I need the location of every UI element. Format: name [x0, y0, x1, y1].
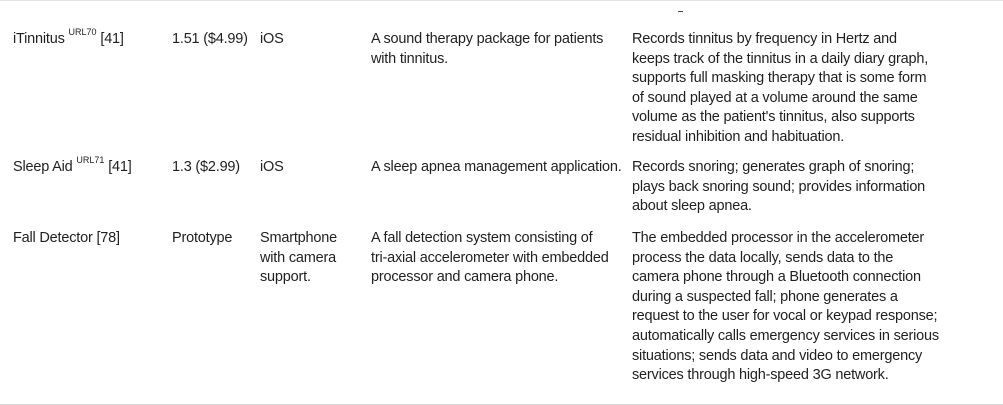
platform-line: with camera: [260, 249, 336, 266]
features-line: Records tinnitus by frequency in Hertz and: [632, 31, 897, 47]
features-cell: [632, 158, 925, 217]
platform-line: support.: [260, 269, 311, 286]
platform-line: iOS: [260, 159, 284, 175]
platform-cell: [260, 158, 284, 178]
app-name: Sleep Aid: [13, 159, 73, 175]
version-cell: Prototype: [172, 230, 233, 246]
url-reference: URL70: [68, 27, 97, 38]
features-line: automatically calls emergency services in serious: [632, 327, 939, 344]
features-cell: [632, 30, 928, 148]
citation: [41]: [108, 159, 132, 175]
app-name-cell: [13, 155, 132, 178]
features-line: keeps track of the tinnitus in a daily diary graph,: [632, 50, 929, 67]
platform-cell: [260, 30, 284, 50]
citation: [78]: [96, 230, 120, 246]
description-line: A sleep apnea management application.: [371, 159, 622, 175]
app-name-cell: [13, 229, 120, 249]
features-line: of sound played at a volume around the same: [632, 89, 918, 106]
version-cell: 1.51 ($4.99): [172, 31, 248, 47]
features-line: volume as the patient's tinnitus, also supports: [632, 109, 915, 126]
stray-mark: [678, 11, 683, 12]
features-line: plays back snoring sound; provides information: [632, 178, 926, 195]
features-line: services through high-speed 3G network.: [632, 367, 889, 384]
features-line: request to the user for vocal or keypad response;: [632, 308, 938, 325]
description-line: with tinnitus.: [371, 50, 448, 67]
features-line: about sleep apnea.: [632, 198, 752, 215]
platform-line: Smartphone: [260, 230, 337, 246]
features-line: Records snoring; generates graph of snoring;: [632, 159, 915, 175]
description-line: tri-axial accelerometer with embedded: [371, 249, 609, 266]
app-name: Fall Detector: [13, 230, 93, 246]
description-cell: [371, 158, 622, 178]
description-line: A sound therapy package for patients: [371, 31, 604, 47]
features-cell: [632, 229, 939, 386]
description-line: processor and camera phone.: [371, 269, 559, 286]
features-line: camera phone through a Bluetooth connection: [632, 269, 921, 286]
features-line: supports full masking therapy that is some form: [632, 70, 927, 87]
description-line: A fall detection system consisting of: [371, 230, 593, 246]
app-name-cell: [13, 27, 124, 50]
platform-line: iOS: [260, 31, 284, 47]
version-cell: 1.3 ($2.99): [172, 159, 240, 175]
features-line: The embedded processor in the accelerometer: [632, 230, 925, 246]
url-reference: URL71: [76, 155, 105, 166]
app-name: iTinnitus: [13, 31, 65, 47]
features-line: residual inhibition and habituation.: [632, 128, 845, 145]
citation: [41]: [100, 31, 124, 47]
features-line: process the data locally, sends data to the: [632, 249, 894, 266]
description-cell: [371, 229, 609, 288]
features-line: situations; sends data and video to emergency: [632, 347, 923, 364]
top-rule: [0, 0, 1003, 1]
platform-cell: [260, 229, 337, 288]
features-line: during a suspected fall; phone generates a: [632, 288, 898, 305]
description-cell: [371, 30, 603, 69]
